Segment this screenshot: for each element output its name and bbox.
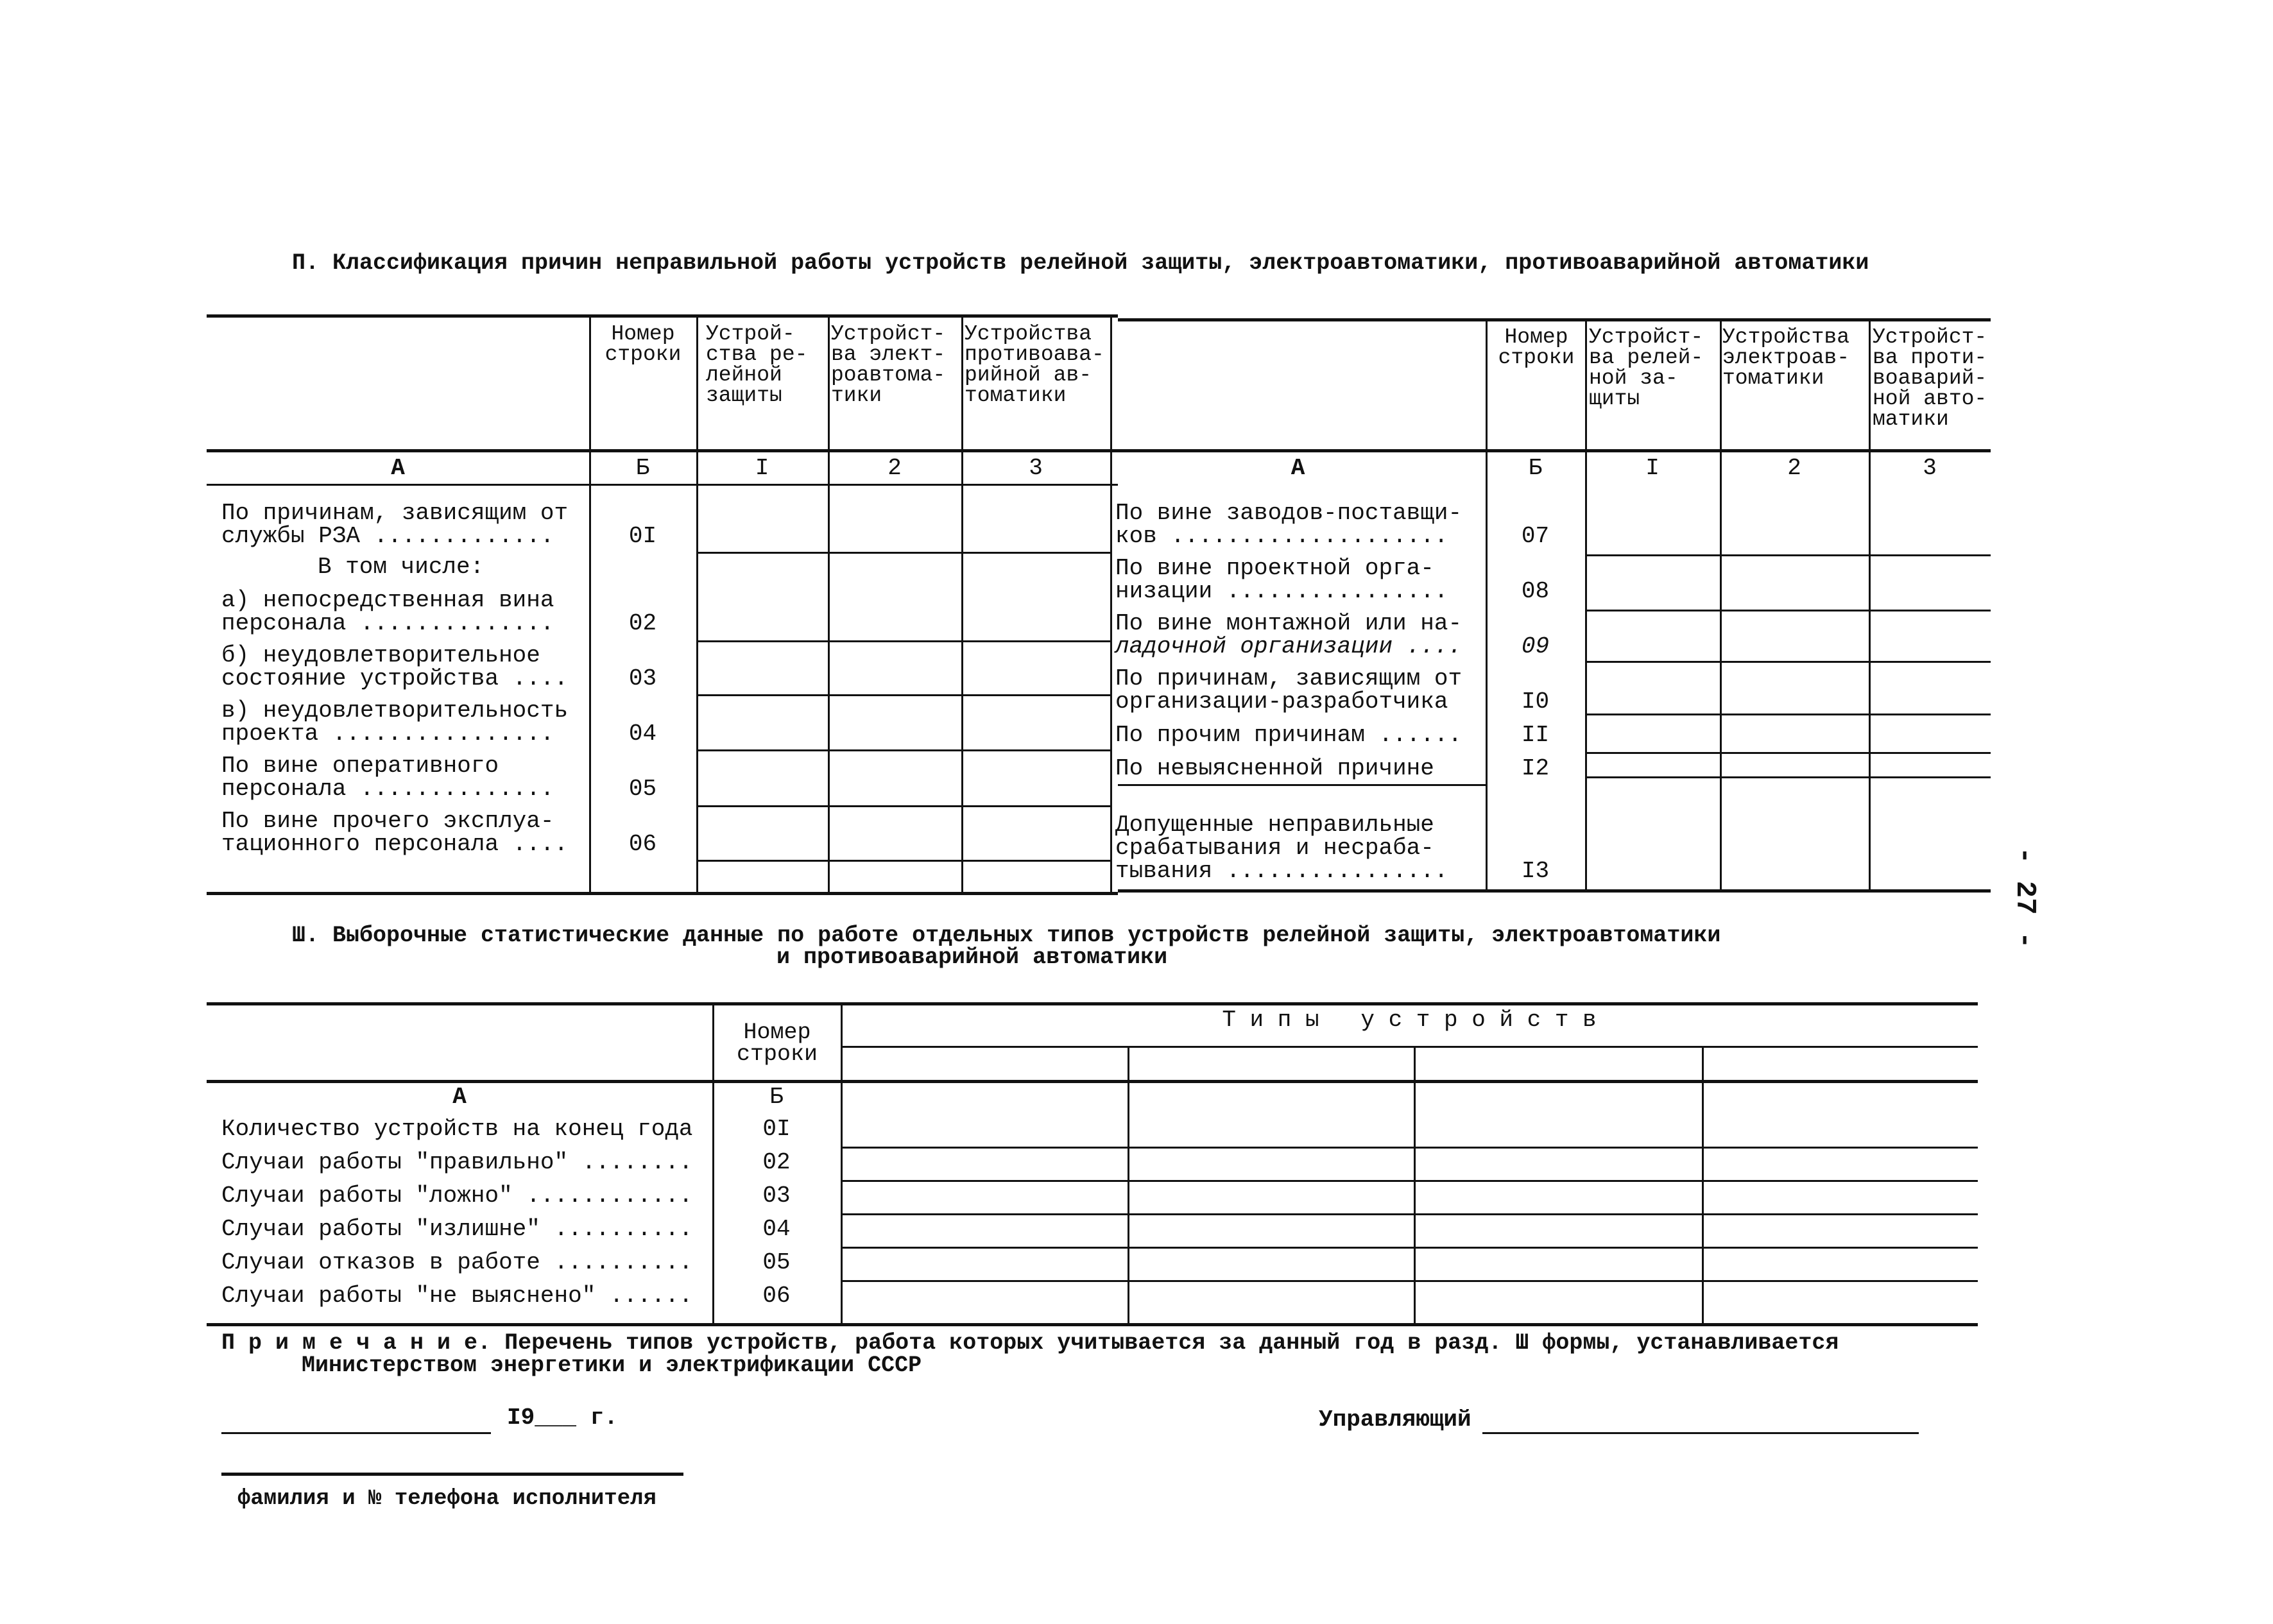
- rule: [589, 314, 591, 892]
- right-row-12-code: I2: [1521, 755, 1550, 782]
- rule: [207, 892, 1118, 895]
- s3-types-header: Т и п ы у с т р о й с т в: [1222, 1007, 1597, 1033]
- rule: [696, 860, 1110, 862]
- rule: [1585, 318, 1587, 889]
- col-label-b-right: Б: [1528, 455, 1543, 481]
- rule: [1585, 661, 1991, 663]
- section3-title-line2: и противоаварийной автоматики: [776, 944, 1168, 970]
- left-row-01-code: 0I: [628, 523, 657, 549]
- col-label-a: А: [391, 455, 405, 481]
- rule: [1585, 554, 1991, 556]
- section3-title-line1: Ш. Выборочные статистические данные по работе отдельных типов устройств релейной защиты, электроавтоматики: [292, 923, 1721, 948]
- section2-title: П. Классификация причин неправильной работы устройств релейной защиты, электроавтоматики, противоаварийной автоматики: [292, 250, 1869, 276]
- rule: [207, 484, 1118, 486]
- right-row-09-code: 09: [1521, 633, 1550, 660]
- rule: [841, 1280, 1978, 1282]
- left-row-01-label: По причинам, зависящим от службы РЗА .............: [221, 500, 569, 549]
- left-row-05-label: По вине оперативного персонала ..............: [221, 753, 554, 802]
- year-text: I9___ г.: [507, 1405, 618, 1431]
- left-row-04-code: 04: [628, 721, 657, 747]
- s3-row-04-code: 04: [762, 1216, 791, 1242]
- left-header-row-no: Номер строки: [605, 322, 682, 366]
- right-header-col3: Устройст- ва проти- воаварий- ной авто- матики: [1873, 325, 1987, 431]
- col-label-3: 3: [1029, 455, 1043, 481]
- rule: [1585, 776, 1991, 778]
- col-label-1: I: [755, 455, 769, 481]
- right-row-10-label: По причинам, зависящим от организации-разработчика: [1115, 665, 1462, 715]
- s3-row-01-code: 0I: [762, 1116, 791, 1142]
- col-label-a-right: А: [1291, 455, 1305, 481]
- manager-label: Управляющий: [1319, 1406, 1471, 1433]
- rule: [1118, 784, 1486, 786]
- col-label-2: 2: [888, 455, 902, 481]
- page-number: - 27 -: [2009, 847, 2041, 949]
- col-label-1-right: I: [1645, 455, 1660, 481]
- rule: [1585, 610, 1991, 611]
- right-row-08-code: 08: [1521, 578, 1550, 604]
- left-row-03-code: 03: [628, 665, 657, 692]
- right-row-08-label: По вине проектной орга- низации ................: [1115, 555, 1448, 604]
- left-row-06-code: 06: [628, 831, 657, 857]
- executor-line: [221, 1473, 683, 1476]
- right-row-13-code: I3: [1521, 858, 1550, 884]
- rule: [1110, 314, 1112, 892]
- left-header-col2: Устройст- ва элект- роавтома- тики: [831, 322, 946, 407]
- rule: [696, 640, 1110, 642]
- right-header-col2: Устройства электроав- томатики: [1722, 325, 1850, 390]
- s3-row-01-label: Количество устройств на конец года: [221, 1116, 693, 1142]
- left-header-col3: Устройства противоава- рийной ав- томатики: [965, 322, 1104, 407]
- rule: [841, 1247, 1978, 1249]
- left-header-col1: Устрой- ства ре- лейной защиты: [706, 322, 808, 407]
- s3-row-05-label: Случаи отказов в работе ..........: [221, 1249, 693, 1276]
- s3-col-label-b: Б: [769, 1084, 784, 1110]
- right-row-07-label: По вине заводов-поставщи- ков ....................: [1115, 500, 1462, 549]
- left-row-subheading: В том числе:: [318, 554, 485, 580]
- rule: [841, 1002, 843, 1323]
- col-label-3-right: 3: [1923, 455, 1937, 481]
- manager-signature-line: [1482, 1432, 1919, 1434]
- rule: [1585, 752, 1991, 754]
- left-row-02-label: а) непосредственная вина персонала ..............: [221, 587, 554, 637]
- rule: [207, 449, 1991, 452]
- left-row-06-label: По вине прочего эксплуа- тационного персонала ....: [221, 808, 569, 857]
- rule: [1869, 318, 1871, 889]
- rule: [1486, 318, 1488, 889]
- right-row-09-label-1: По вине монтажной или на-: [1115, 610, 1462, 637]
- right-header-col1: Устройст- ва релей- ной за- щиты: [1589, 325, 1704, 411]
- s3-row-02-label: Случаи работы "правильно" ........: [221, 1149, 693, 1175]
- s3-row-03-label: Случаи работы "ложно" ............: [221, 1183, 693, 1209]
- rule: [841, 1046, 1978, 1048]
- rule: [207, 1080, 1978, 1083]
- col-label-b: Б: [635, 455, 650, 481]
- rule: [1118, 318, 1991, 321]
- s3-col-label-a: А: [452, 1084, 467, 1110]
- executor-label: фамилия и № телефона исполнителя: [237, 1487, 656, 1511]
- s3-row-06-code: 06: [762, 1283, 791, 1309]
- right-row-13-label: Допущенные неправильные срабатывания и несраба- тывания ................: [1115, 812, 1448, 884]
- rule: [696, 749, 1110, 751]
- date-blank-line: [221, 1432, 491, 1434]
- s3-header-row-no: Номер строки: [736, 1020, 818, 1067]
- s3-row-05-code: 05: [762, 1249, 791, 1276]
- right-row-12-label: По невыясненной причине: [1115, 755, 1434, 782]
- note-line-1: П р и м е ч а н и е. Перечень типов устройств, работа которых учитывается за данный год в разд. Ш формы, устанавливается: [221, 1330, 1839, 1356]
- rule: [841, 1147, 1978, 1149]
- s3-row-03-code: 03: [762, 1183, 791, 1209]
- s3-row-04-label: Случаи работы "излишне" ..........: [221, 1216, 693, 1242]
- right-row-11-code: II: [1521, 722, 1550, 748]
- rule: [207, 314, 1118, 318]
- rule: [841, 1180, 1978, 1182]
- rule: [696, 694, 1110, 696]
- rule: [1720, 318, 1722, 889]
- rule: [696, 805, 1110, 807]
- rule: [841, 1213, 1978, 1215]
- left-row-04-label: в) неудовлетворительность проекта ................: [221, 697, 569, 747]
- rule: [696, 552, 1110, 554]
- s3-row-06-label: Случаи работы "не выяснено" ......: [221, 1283, 693, 1309]
- right-header-row-no: Номер строки: [1498, 325, 1575, 370]
- note-line-2: Министерством энергетики и электрификации СССР: [302, 1353, 922, 1378]
- right-row-09-label-2: ладочной организации ....: [1115, 633, 1462, 660]
- left-row-02-code: 02: [628, 610, 657, 637]
- left-row-05-code: 05: [628, 776, 657, 802]
- right-row-11-label: По прочим причинам ......: [1115, 722, 1462, 748]
- left-row-03-label: б) неудовлетворительное состояние устройства ....: [221, 642, 569, 692]
- rule: [207, 1323, 1978, 1326]
- col-label-2-right: 2: [1787, 455, 1801, 481]
- rule: [1585, 714, 1991, 715]
- right-row-10-code: I0: [1521, 688, 1550, 715]
- s3-row-02-code: 02: [762, 1149, 791, 1175]
- rule: [1118, 889, 1991, 893]
- right-row-07-code: 07: [1521, 523, 1550, 549]
- rule: [207, 1002, 1978, 1005]
